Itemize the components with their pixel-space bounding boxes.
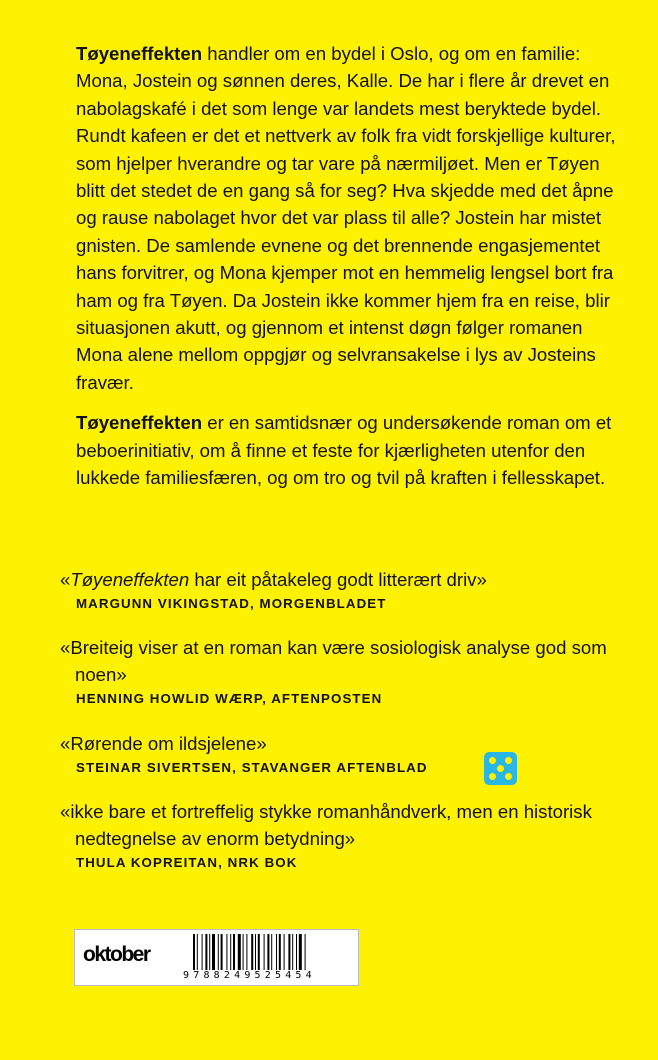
- quote-source: STEINAR SIVERTSEN, STAVANGER AFTENBLAD: [76, 760, 428, 775]
- quote-text: «Rørende om ildsjelene»: [60, 733, 267, 754]
- quote-source: THULA KOPREITAN, NRK BOK: [76, 855, 298, 870]
- book-title: Tøyeneffekten: [76, 43, 203, 64]
- blurb-paragraph-1: [76, 40, 621, 396]
- publisher-logo: oktober: [83, 943, 150, 966]
- review-quote: [60, 730, 630, 775]
- book-title: Tøyeneffekten: [76, 412, 203, 434]
- blurb-paragraph-2: [76, 409, 621, 491]
- quote-source: MARGUNN VIKINGSTAD, MORGENBLADET: [76, 596, 387, 611]
- quote-text: «Tøyeneffekten har eit påtakeleg godt litterært driv»: [60, 569, 487, 590]
- isbn-number: 9788249525454: [183, 970, 316, 981]
- back-cover-blurb: [76, 40, 621, 505]
- book-title: Tøyeneffekten: [70, 569, 190, 590]
- quote-source: HENNING HOWLID WÆRP, AFTENPOSTEN: [76, 691, 383, 706]
- review-quote: [60, 566, 630, 611]
- quote-text: «Breiteig viser at en roman kan være sosiologisk analyse god som noen»: [60, 637, 607, 685]
- barcode: [193, 934, 351, 970]
- review-quote: [60, 798, 630, 870]
- review-quote: [60, 634, 630, 706]
- quote-text: «ikke bare et fortreffelig stykke romanhåndverk, men en historisk nedtegnelse av enorm betydning»: [60, 801, 592, 849]
- publisher-barcode-box: [74, 929, 359, 986]
- blurb-text: handler om en bydel i Oslo, og om en familie: Mona, Jostein og sønnen deres, Kalle. De har i flere år drevet en nabolagskafé i det som lenge var landets mest beryktede bydel. Rundt kafeen er det et nettverk av folk fra vidt forskjellige kulturer, som hjelper hverandre og tar vare på nærmiljøet. Men er Tøyen blitt det stedet de en gang så for seg? Hva skjedde med det åpne og rause nabolaget hvor det var plass til alle? Jostein har mistet gnisten. De samlende evnene og det brennende engasjementet hans forvitrer, og Mona kjemper mot en hemmelig lengsel bort fra ham og fra Tøyen. Da Jostein ikke kommer hjem fra en reise, blir situasjonen akutt, og gjennom et intenst døgn følger romanen Mona alene mellom oppgjør og selvransakelse i lys av Josteins fravær.: [76, 43, 616, 393]
- dice-icon: [484, 752, 517, 785]
- blurb-text: er en samtidsnær og undersøkende roman om et beboerinitiativ, om å finne et feste for kjærligheten utenfor den lukkede familiesfæren, og om tro og tvil på kraften i fellesskapet.: [76, 412, 612, 489]
